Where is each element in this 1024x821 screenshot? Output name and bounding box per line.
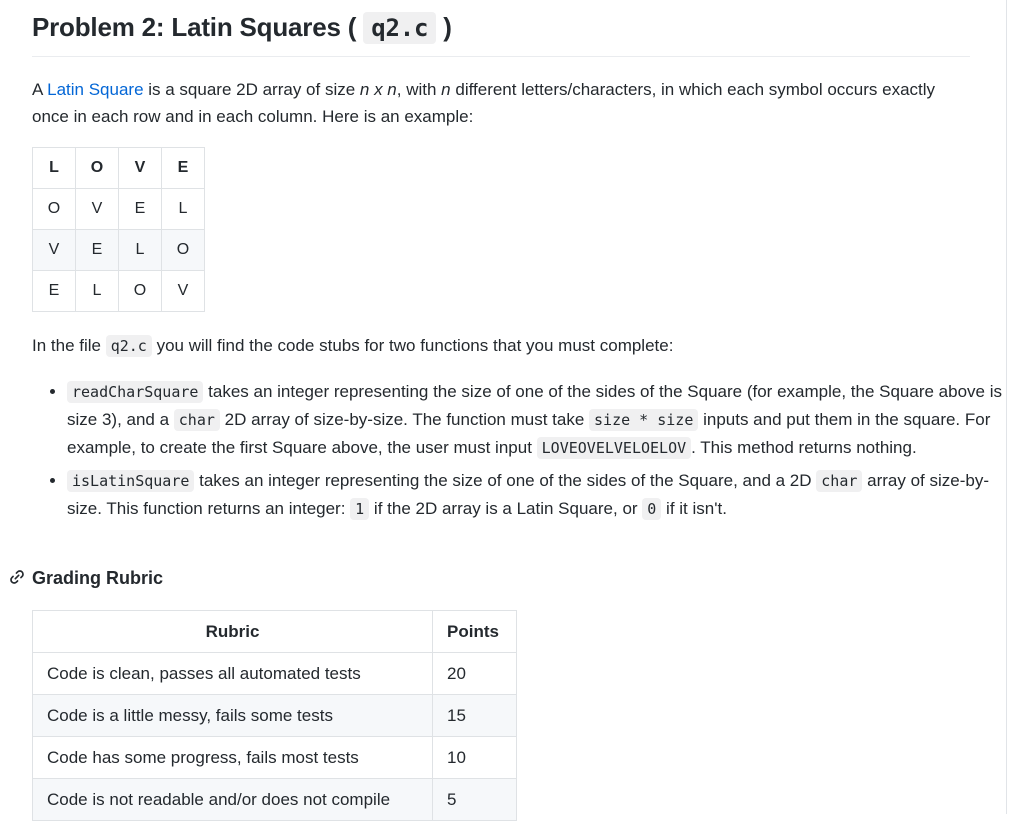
rubric-desc: Code is not readable and/or does not compile — [33, 779, 433, 821]
inline-code: char — [174, 409, 220, 431]
rubric-points: 15 — [433, 695, 517, 737]
intro-paragraph: A Latin Square is a square 2D array of size n x n, with n different letters/characters, in which each symbol occurs exactly once in each row and in each column. Here is an example: — [32, 80, 936, 126]
file-code: q2.c — [106, 335, 152, 357]
link-chain-icon[interactable] — [8, 568, 26, 591]
rubric-column-header: Rubric — [33, 611, 433, 653]
table-cell: E — [33, 271, 76, 312]
table-cell: O — [162, 230, 205, 271]
table-row — [33, 653, 517, 695]
latin-square-link[interactable]: Latin Square — [47, 80, 144, 99]
rubric-desc: Code is clean, passes all automated tests — [33, 653, 433, 695]
rubric-desc: Code has some progress, fails most tests — [33, 737, 433, 779]
table-cell: L — [76, 271, 119, 312]
rubric-points: 10 — [433, 737, 517, 779]
table-cell: E — [162, 148, 205, 189]
table-row — [33, 271, 205, 312]
table-cell: V — [76, 189, 119, 230]
table-cell: E — [76, 230, 119, 271]
inline-code: 1 — [350, 498, 369, 520]
table-row — [33, 695, 517, 737]
list-item: • isLatinSquare takes an integer representing the size of one of the sides of the Square, and a 2D char array of size-by-size. This function returns an integer: 1 if the 2D array is a Latin Square, or 0 if it isn't. — [67, 467, 1007, 523]
rubric-table — [32, 610, 517, 821]
title-divider — [32, 56, 970, 57]
table-cell: L — [119, 230, 162, 271]
table-cell: O — [76, 148, 119, 189]
table-cell: V — [162, 271, 205, 312]
table-row — [33, 737, 517, 779]
title-filename-code: q2.c — [363, 12, 436, 44]
latin-square-header-row — [33, 148, 205, 189]
latin-square-example-table — [32, 147, 205, 312]
inline-code: 0 — [642, 498, 661, 520]
table-cell: V — [119, 148, 162, 189]
list-item: • readCharSquare takes an integer representing the size of one of the sides of the Square (for example, the Square above is size 3), and a char 2D array of size-by-size. The function must take size * size inputs and put them in the square. For example, to create the first Square above, the user must input LOVEOVELVELOELOV . This method returns nothing. — [67, 378, 1007, 462]
table-cell: O — [119, 271, 162, 312]
table-cell: V — [33, 230, 76, 271]
page-title: Problem 2: Latin Squares ( q2.c ) — [32, 12, 452, 42]
rubric-points: 5 — [433, 779, 517, 821]
table-row — [33, 189, 205, 230]
rubric-heading: Grading Rubric — [8, 568, 163, 591]
rubric-desc: Code is a little messy, fails some tests — [33, 695, 433, 737]
inline-code: size * size — [589, 409, 698, 431]
function-name-code: isLatinSquare — [67, 470, 194, 492]
table-cell: O — [33, 189, 76, 230]
file-paragraph: In the file q2.c you will find the code stubs for two functions that you must complete: — [32, 336, 674, 355]
table-cell: E — [119, 189, 162, 230]
table-row — [33, 779, 517, 821]
inline-code: char — [816, 470, 862, 492]
function-list — [32, 378, 1007, 528]
rubric-points: 20 — [433, 653, 517, 695]
points-column-header: Points — [433, 611, 517, 653]
function-name-code: readCharSquare — [67, 381, 203, 403]
table-cell: L — [33, 148, 76, 189]
table-cell: L — [162, 189, 205, 230]
rubric-header-row — [33, 611, 517, 653]
inline-code: LOVEOVELVELOELOV — [537, 437, 692, 459]
table-row — [33, 230, 205, 271]
